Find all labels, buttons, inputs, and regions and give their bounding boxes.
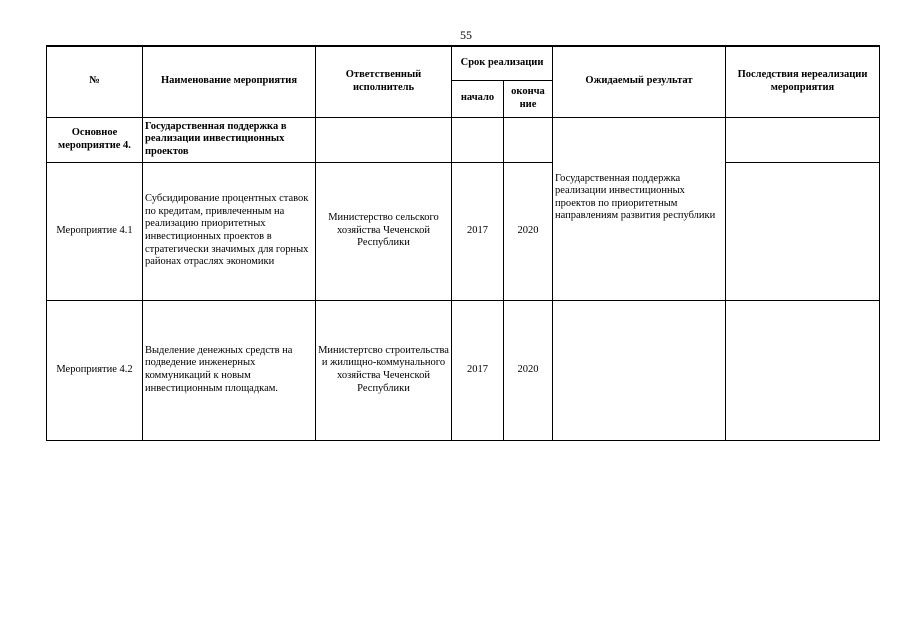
row-consequences — [726, 162, 880, 300]
row-result-merged: Государственная поддержка реализации инвестиционных проектов по приоритетным направлениям развития республики — [553, 117, 726, 300]
page-number: 55 — [460, 28, 472, 42]
row-result — [553, 300, 726, 440]
table-row — [47, 162, 880, 300]
row-end: 2020 — [504, 300, 553, 440]
row-start — [452, 117, 504, 162]
header-term-end: оконча ние — [504, 80, 553, 117]
row-end: 2020 — [504, 162, 553, 300]
row-consequences — [726, 117, 880, 162]
table-row — [47, 300, 880, 440]
header-term: Срок реализации — [452, 46, 553, 80]
row-num: Мероприятие 4.2 — [47, 300, 143, 440]
header-executor: Ответственный исполнитель — [316, 46, 452, 117]
row-consequences — [726, 300, 880, 440]
row-name: Субсидирование процентных ставок по кредитам, привлеченным на реализацию приоритетных инвестиционных проектов в стратегически значимых для горных районах отраслях экономики — [143, 162, 316, 300]
table-row — [47, 117, 880, 162]
header-name: Наименование мероприятия — [143, 46, 316, 117]
header-result: Ожидаемый результат — [553, 46, 726, 117]
header-term-start: начало — [452, 80, 504, 117]
row-executor — [316, 117, 452, 162]
row-name: Выделение денежных средств на подведение инженерных коммуникаций к новым инвестиционным площадкам. — [143, 300, 316, 440]
row-executor: Министертсво строительства и жилищно-коммунального хозяйства Чеченской Республики — [316, 300, 452, 440]
row-start: 2017 — [452, 162, 504, 300]
row-start: 2017 — [452, 300, 504, 440]
header-consequences: Последствия нереализации мероприятия — [726, 46, 880, 117]
row-num: Мероприятие 4.1 — [47, 162, 143, 300]
row-end — [504, 117, 553, 162]
row-name: Государственная поддержка в реализации инвестиционных проектов — [143, 117, 316, 162]
row-executor: Министерство сельского хозяйства Чеченской Республики — [316, 162, 452, 300]
row-num: Основное мероприятие 4. — [47, 117, 143, 162]
header-num: № — [47, 46, 143, 117]
measures-table — [46, 45, 880, 441]
